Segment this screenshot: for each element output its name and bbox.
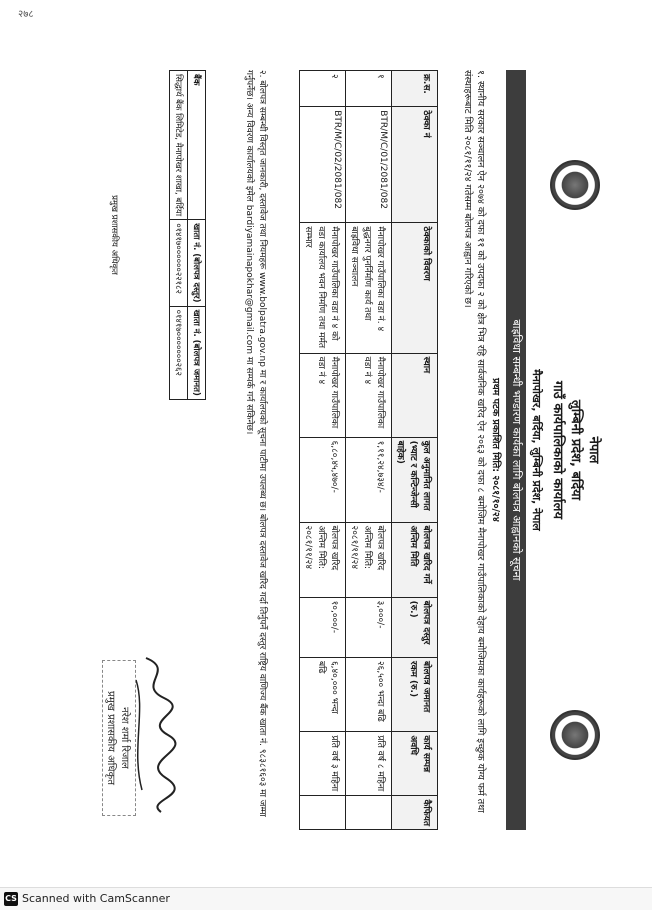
notice-banner: बाह्रविधा सम्बन्धी भण्डारण कार्यका लागि बोलपत्र आह्वानको सूचना [506,70,526,830]
signature-name: नरेश शर्मा रिजाल [119,707,130,769]
tender-table [299,70,438,830]
table-row [300,71,346,830]
table-cell: १०,०००/- [300,597,346,657]
table-cell: मैनापोखर गाउँपालिका वडा नं ४ [346,353,392,437]
page-number: २७८ [18,9,34,20]
table-cell: बोलपत्र खरिद अन्तिम मिति: २०८१/११/२४ [346,522,392,597]
table-cell [346,796,392,830]
signature-title: प्रमुख प्रशासकीय अधिकृत [105,691,116,785]
bank-col-bank: बैंक [188,71,206,220]
table-cell: प्रति वर्ष ८ महिना [346,732,392,796]
table-cell: मैनापोखर गाउँपालिका वडा नं. ४ बुद्धनगर पुनर्निर्माण कार्य तथा बाह्रविधा सञ्चालन [346,223,392,353]
table-cell: १,११,२४,७३४/- [346,437,392,522]
col-duration: कार्य सम्पन्न अवधि [392,732,438,796]
intro-body: १. स्थानीय सरकार सञ्चालन ऐन २०७४ को दफा ११ को उपदफा २ को क्षेत्र भित्र रहि सार्वजनिक खरिद ऐन २०६३ को दफा ८ बमोजिम मैनापोखर गाउँपालिकाको देहाय बमोजिमका कार्यहरूको लागि इच्छुक योग्य फर्म तथा संस्थाहरूबाट मिति २०८१/११/२४ गतेसम्म बोलपत्र आह्वान गरिएको छ। [462,70,486,813]
table-cell: मैनापोखर गाउँपालिका वडा नं ४ को वडा कार्यालय भवन निर्माण तथा मर्मत सम्भार [300,223,346,353]
table-cell: BTR/M/C/02/2081/082 [300,107,346,223]
header-address: मैनापोखर, बर्दिया, लुम्बिनी प्रदेश, नेपाल [530,369,543,531]
col-fee: बोलपत्र दस्तुर (रु.) [392,597,438,657]
notice-date: प्रथम पटक प्रकाशित मिति: २०८१/१०/२४ [490,378,501,522]
table-cell: २६,५०० भन्दा बढि [346,657,392,731]
camscanner-logo-icon: CS [4,892,18,906]
notes-text: २. बोलपत्र सम्बन्धी विस्तृत जानकारी, दस्तावेज तथा नियमहरू www.bolpatra.gov.np मा र कार्यालयको सूचना पाटीमा उपलब्ध छ। बोलपत्र दस्तावेज खरिद गर्दा तिर्नुपर्ने दस्तुर राष्ट्रिय वाणिज्य बैंक खाता नं. ९८३८१६०३ मा जम्मा गर्नुपर्नेछ। अन्य विवरण कार्यालयको इमेल bardiyamainapokhar@gmail.com मा सम्पर्क गर्न सकिनेछ। [244,70,267,817]
bank-table [169,70,206,400]
table-row [170,71,188,400]
col-contract-no: ठेक्का नं [392,107,438,223]
col-location: स्थान [392,353,438,437]
col-sn: क्र.स. [392,71,438,107]
scanner-footer [0,887,652,910]
table-cell: प्रति वर्ष ३ महिना [300,732,346,796]
header-line3: गाउँ कार्यपालिकाको कार्यालय [550,381,565,519]
table-cell: ६,८०,४५,४७०/- [300,437,346,522]
scanner-label: Scanned with CamScanner [22,892,170,905]
table-cell: ०१४१७००००००२२१८२ [170,220,188,306]
table-cell: बोलपत्र खरिद अन्तिम मिति: २०८१/११/२४ [300,522,346,597]
table-cell [300,796,346,830]
table-cell: ३,०००/- [346,597,392,657]
bank-col-security-account: खाता नं. (बोलपत्र जमानत) [188,306,206,399]
col-deadline: बोलपत्र खरिद गर्ने अन्तिम मिति [392,522,438,597]
col-description: ठेक्काको विवरण [392,223,438,353]
col-cost: कुल अनुमानित लागत (भ्याट र कन्टिन्जेन्सी बाहेक) [392,437,438,522]
bank-table-header [188,71,206,400]
header-line2: लुम्बिनी प्रदेश, बर्दिया [568,399,583,501]
table-cell: ६,४०,००० भन्दा बढि [300,657,346,731]
table-cell: ०१४१७०००००००२६२ [170,306,188,399]
rotated-document [46,50,606,850]
col-security: बोलपत्र जमानत रकम (रु.) [392,657,438,731]
intro-text [461,70,502,830]
bank-caption: प्रमुख प्रशासकीय अधिकृत [109,195,119,275]
table-cell: मैनापोखर गाउँपालिका वडा नं ४ [300,353,346,437]
official-stamp [102,660,136,816]
tender-table-header [392,71,438,830]
table-cell: सिद्धार्थ बैंक लिमिटेड, मैनापोखर शाखा, बर्दिया [170,71,188,220]
header-line1: नेपाल [586,436,601,464]
table-cell: BTR/M/C/01/2081/082 [346,107,392,223]
table-cell: १ [346,71,392,107]
table-row [346,71,392,830]
col-remarks: कैफियत [392,796,438,830]
table-cell: २ [300,71,346,107]
bank-col-fee-account: खाता नं. (बोलपत्र दस्तुर) [188,220,206,306]
signature-block [86,650,186,820]
